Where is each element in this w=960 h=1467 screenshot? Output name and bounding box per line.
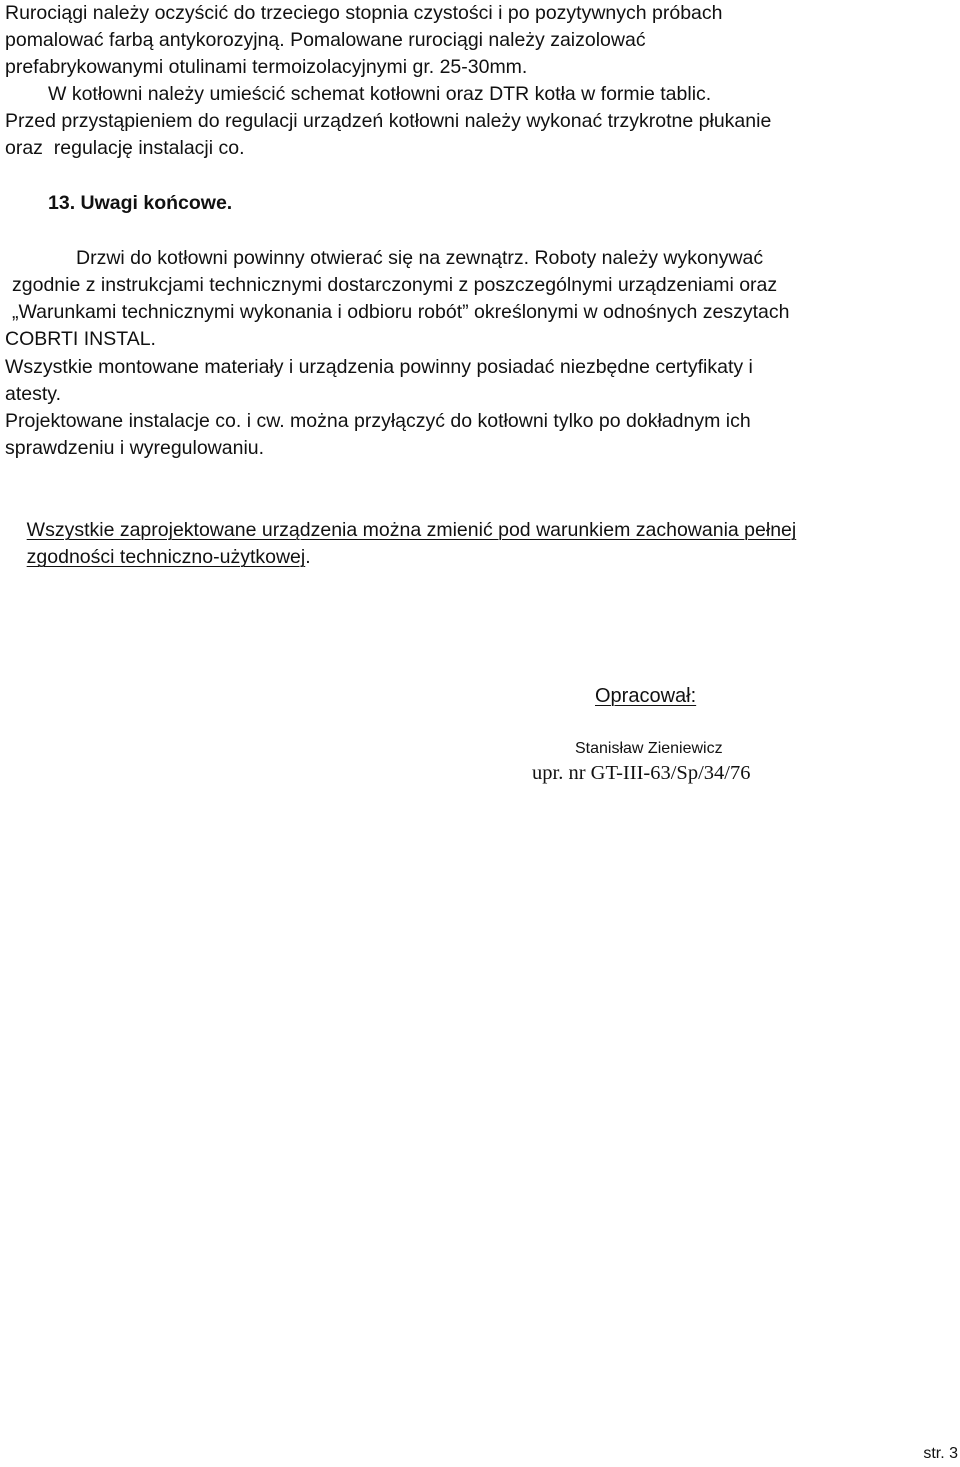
section-heading: 13. Uwagi końcowe.	[48, 192, 233, 214]
paragraph-1-line-1: Rurociągi należy oczyścić do trzeciego stopnia czystości i po pozytywnych próbach	[5, 2, 723, 24]
paragraph-5-line-1: Wszystkie montowane materiały i urządzenia powinny posiadać niezbędne certyfikaty i	[5, 356, 753, 378]
paragraph-4-line-3: „Warunkami technicznymi wykonania i odbioru robót” określonymi w odnośnych zeszytach	[12, 301, 790, 323]
paragraph-4-line-1: Drzwi do kotłowni powinny otwierać się na zewnątrz. Roboty należy wykonywać	[76, 247, 764, 269]
paragraph-7-trailing-period: .	[305, 546, 311, 569]
paragraph-5-line-2: atesty.	[5, 383, 61, 405]
paragraph-7-line-2	[5, 517, 311, 599]
paragraph-3-line-2: oraz regulację instalacji co.	[5, 137, 245, 159]
paragraph-3-line-1: Przed przystąpieniem do regulacji urządzeń kotłowni należy wykonać trzykrotne płukanie	[5, 110, 772, 132]
page-number: str. 3	[923, 1445, 958, 1462]
paragraph-1-line-3: prefabrykowanymi otulinami termoizolacyjnymi gr. 25-30mm.	[5, 56, 528, 78]
paragraph-7-underlined-text-1: Wszystkie zaprojektowane urządzenia można zmienić pod warunkiem zachowania pełnej	[26, 519, 797, 542]
paragraph-1-line-2: pomalować farbą antykorozyjną. Pomalowane rurociągi należy zaizolować	[5, 29, 646, 51]
paragraph-6-line-1: Projektowane instalacje co. i cw. można przyłączyć do kotłowni tylko po dokładnym ich	[5, 410, 751, 432]
paragraph-4-line-2: zgodnie z instrukcjami technicznymi dostarczonymi z poszczególnymi urządzeniami oraz	[12, 274, 778, 296]
signature-name: Stanisław Zieniewicz	[575, 740, 723, 757]
paragraph-6-line-2: sprawdzeniu i wyregulowaniu.	[5, 437, 265, 459]
paragraph-7-underlined-text-2: zgodności techniczno-użytkowej	[26, 546, 306, 569]
paragraph-4-line-4: COBRTI INSTAL.	[5, 328, 156, 350]
paragraph-2-line-1: W kotłowni należy umieścić schemat kotłowni oraz DTR kotła w formie tablic.	[48, 83, 712, 105]
signature-license: upr. nr GT-III-63/Sp/34/76	[532, 762, 751, 784]
signature-label: Opracował:	[595, 685, 697, 707]
